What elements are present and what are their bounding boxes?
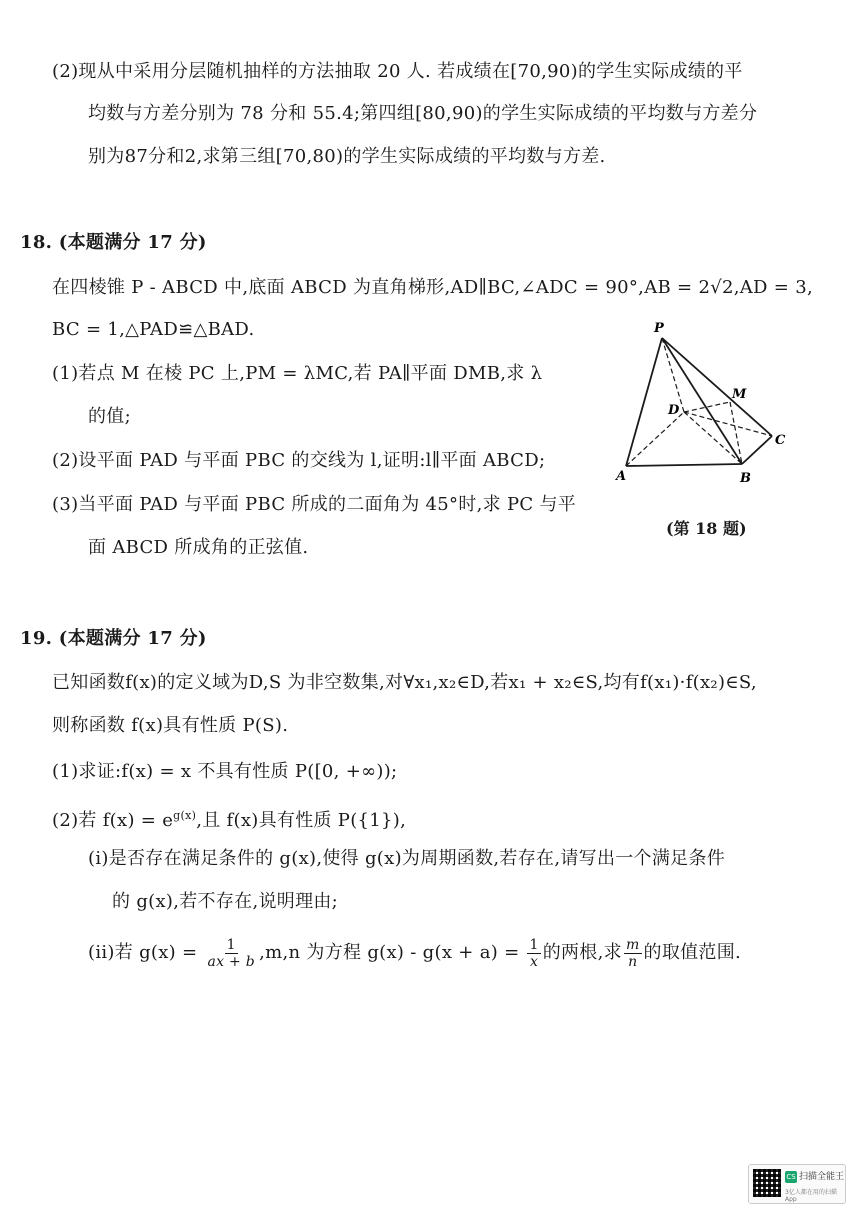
q19-part2-i-line1: (i)是否存在满足条件的 g(x),使得 g(x)为周期函数,若存在,请写出一个满足条件: [88, 848, 726, 869]
pyramid-figure: [612, 318, 800, 496]
fraction-m-over-n: [624, 937, 642, 970]
frac2-numerator: 1: [529, 936, 539, 953]
q19-ii-text-a: (ii)若 g(x) =: [88, 942, 198, 963]
q19-ii-text-b: ,m,n 为方程 g(x) - g(x + a) =: [259, 942, 520, 963]
q19-part2-suffix: ,且 f(x)具有性质 P({1}),: [196, 810, 407, 831]
q18-stem-line1: 在四棱锥 P - ABCD 中,底面 ABCD 为直角梯形,AD∥BC,∠ADC = 90°,AB = 2√2,AD = 3,: [52, 277, 813, 298]
fraction-1-over-axb: [205, 937, 257, 970]
q19-part2-prefix: (2)若 f(x) = e: [52, 810, 174, 831]
q19-ii-text-c: 的两根,求: [542, 942, 622, 963]
q19-ii-text-d: 的取值范围.: [643, 942, 742, 963]
q17-part2-line3: 别为87分和2,求第三组[70,80)的学生实际成绩的平均数与方差.: [88, 146, 606, 167]
edge-PD: [662, 338, 684, 412]
watermark-subtitle: 3亿人都在用的扫描App: [785, 1189, 837, 1203]
frac3-denominator: n: [628, 953, 638, 970]
q17-part2-line1: (2)现从中采用分层随机抽样的方法抽取 20 人. 若成绩在[70,90)的学生实际成绩的平: [52, 61, 743, 82]
watermark-title: 扫描全能王: [799, 1172, 845, 1182]
label-D: D: [668, 403, 680, 418]
label-C: C: [775, 433, 786, 448]
q18-header: 18. (本题满分 17 分): [20, 232, 207, 253]
q18-part3-line1: (3)当平面 PAD 与平面 PBC 所成的二面角为 45°时,求 PC 与平: [52, 494, 577, 515]
frac1-numerator: 1: [226, 936, 236, 953]
label-P: P: [654, 321, 664, 336]
edge-PB: [662, 338, 742, 464]
scanner-watermark: [748, 1164, 846, 1204]
q19-part2-exponent: g(x): [173, 809, 197, 822]
q19-stem-line1: 已知函数f(x)的定义域为D,S 为非空数集,对∀x₁,x₂∈D,若x₁ + x₂∈S,均有f(x₁)·f(x₂)∈S,: [52, 672, 757, 693]
figure-caption: (第 18 题): [666, 519, 747, 538]
q19-header: 19. (本题满分 17 分): [20, 628, 207, 649]
q19-part2-i-line2: 的 g(x),若不存在,说明理由;: [112, 891, 339, 912]
q18-part1-line2: 的值;: [88, 406, 131, 427]
fraction-1-over-x: [527, 937, 540, 970]
label-B: B: [740, 471, 751, 486]
q17-part2-line2: 均数与方差分别为 78 分和 55.4;第四组[80,90)的学生实际成绩的平均数与方差分: [88, 103, 758, 124]
qr-code-icon: [753, 1169, 781, 1197]
q19-part2: [52, 804, 406, 833]
q18-part2: (2)设平面 PAD 与平面 PBC 的交线为 l,证明:l∥平面 ABCD;: [52, 450, 546, 471]
edge-AB: [626, 464, 742, 466]
q19-part1: (1)求证:f(x) = x 不具有性质 P([0, +∞));: [52, 761, 398, 782]
q18-stem-line2: BC = 1,△PAD≌△BAD.: [52, 319, 255, 340]
q19-part2-ii: [88, 936, 741, 970]
label-A: A: [616, 469, 627, 484]
frac3-numerator: m: [625, 936, 640, 953]
q19-stem-line2: 则称函数 f(x)具有性质 P(S).: [52, 715, 289, 736]
frac1-denominator: ax + b: [207, 953, 256, 970]
edge-BC: [742, 436, 772, 464]
frac2-denominator: x: [529, 953, 539, 970]
q18-part3-line2: 面 ABCD 所成角的正弦值.: [88, 537, 309, 558]
edge-PA: [626, 338, 662, 466]
edge-AD: [626, 412, 684, 466]
camscanner-logo-icon: CS: [786, 1173, 796, 1181]
label-M: M: [732, 387, 747, 402]
q18-part1-line1: (1)若点 M 在棱 PC 上,PM = λMC,若 PA∥平面 DMB,求 λ: [52, 363, 543, 384]
